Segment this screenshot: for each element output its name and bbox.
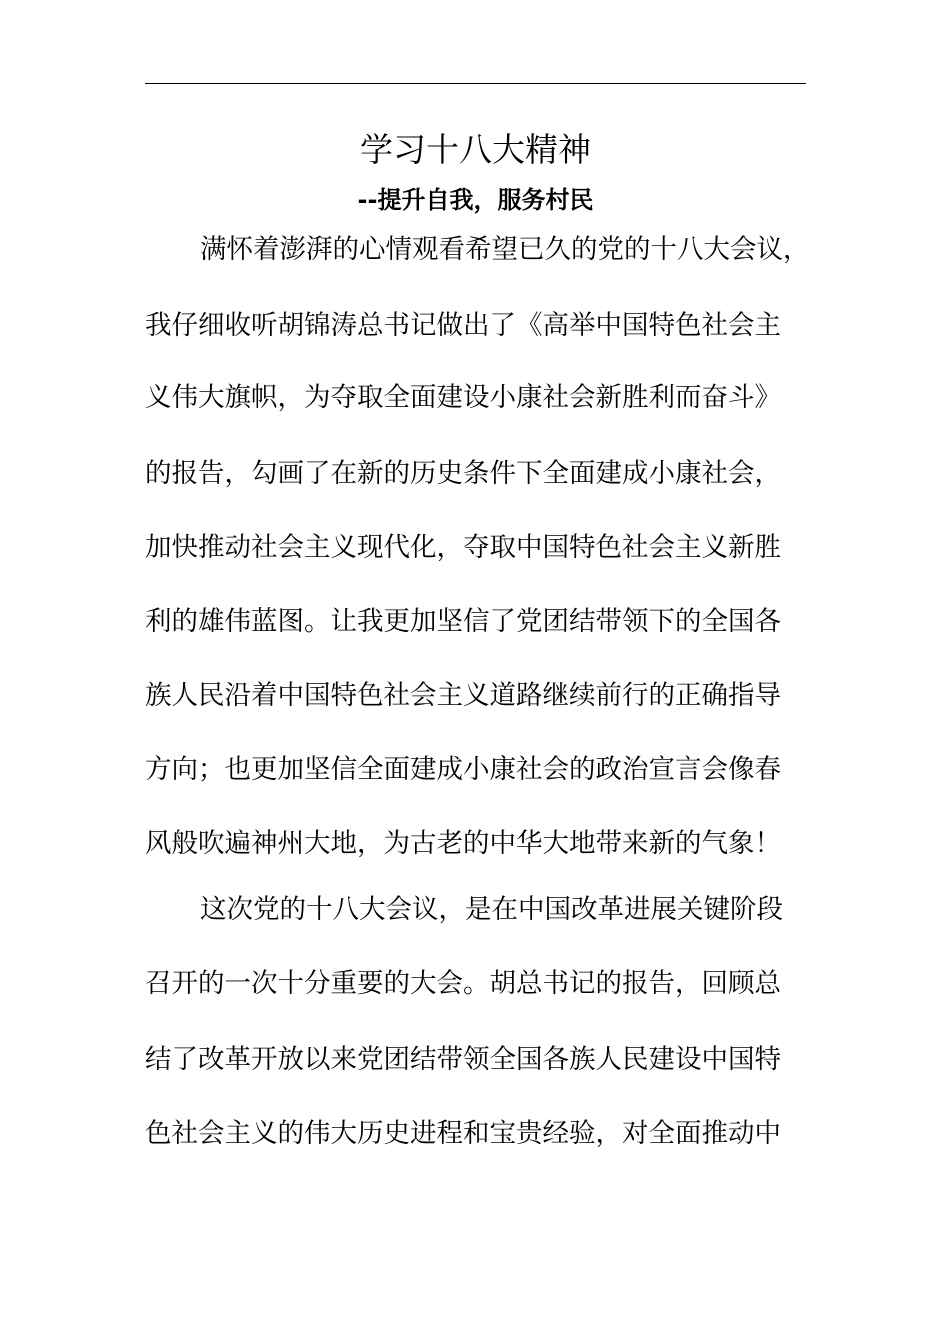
body-line: 结了改革开放以来党团结带领全国各族人民建设中国特 (145, 1044, 781, 1075)
body-line: 义伟大旗帜，为夺取全面建设小康社会新胜利而奋斗》 (145, 382, 781, 413)
body-line: 加快推动社会主义现代化，夺取中国特色社会主义新胜 (145, 532, 781, 563)
body-line: 利的雄伟蓝图。让我更加坚信了党团结带领下的全国各 (145, 606, 781, 637)
body-line: 这次党的十八大会议，是在中国改革进展关键阶段 (200, 894, 783, 925)
body-line: 召开的一次十分重要的大会。胡总书记的报告，回顾总 (145, 968, 781, 999)
document-subtitle: --提升自我，服务村民 (357, 186, 594, 214)
body-line: 我仔细收听胡锦涛总书记做出了《高举中国特色社会主 (145, 310, 781, 341)
body-line: 色社会主义的伟大历史进程和宝贵经验，对全面推动中 (145, 1118, 781, 1149)
body-line: 满怀着澎湃的心情观看希望已久的党的十八大会议， (200, 234, 810, 265)
body-line: 族人民沿着中国特色社会主义道路继续前行的正确指导 (145, 680, 781, 711)
body-line: 风般吹遍神州大地，为古老的中华大地带来新的气象！ (145, 828, 781, 859)
document-title: 学习十八大精神 (360, 130, 591, 169)
body-line: 的报告，勾画了在新的历史条件下全面建成小康社会， (145, 458, 781, 489)
header-rule (145, 83, 806, 84)
body-line: 方向；也更加坚信全面建成小康社会的政治宣言会像春 (145, 754, 781, 785)
